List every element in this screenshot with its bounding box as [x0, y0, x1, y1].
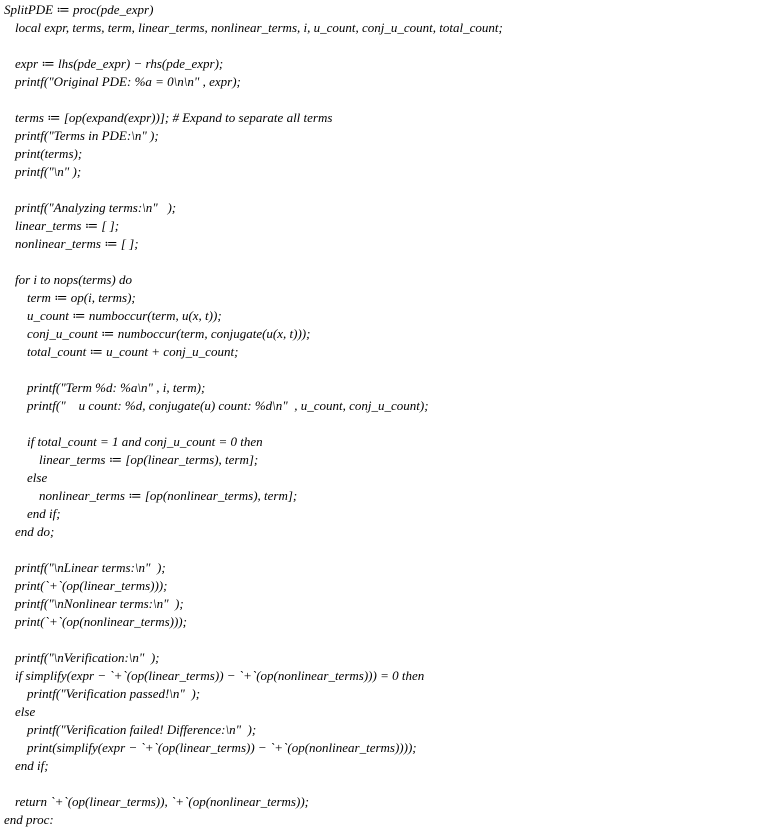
- code-line-end-proc: end proc:: [4, 812, 54, 827]
- code-line: linear_terms ≔ [op(linear_terms), term];: [39, 452, 259, 467]
- code-line: total_count ≔ u_count + conj_u_count;: [27, 344, 239, 359]
- code-line-local: local expr, terms, term, linear_terms, nonlinear_terms, i, u_count, conj_u_count, total_count;: [15, 20, 503, 35]
- code-line-else: else: [15, 704, 36, 719]
- code-line: printf("Verification passed!\n" );: [27, 686, 201, 701]
- blank-line: [0, 415, 768, 433]
- code-line-if: if simplify(expr − `+`(op(linear_terms)) − `+`(op(nonlinear_terms))) = 0 then: [15, 668, 425, 683]
- maple-procedure-code: [0, 1, 768, 829]
- code-line: u_count ≔ numboccur(term, u(x, t));: [27, 308, 222, 323]
- blank-line: [0, 181, 768, 199]
- code-line: printf("Analyzing terms:\n" );: [15, 200, 177, 215]
- code-line-end-if: end if;: [15, 758, 49, 773]
- code-line: linear_terms ≔ [ ];: [15, 218, 120, 233]
- code-line: printf("\n" );: [15, 164, 82, 179]
- code-line: conj_u_count ≔ numboccur(term, conjugate(u(x, t)));: [27, 326, 311, 341]
- blank-line: [0, 91, 768, 109]
- code-line-if: if total_count = 1 and conj_u_count = 0 then: [27, 434, 263, 449]
- code-line: printf("Original PDE: %a = 0\n\n" , expr);: [15, 74, 241, 89]
- code-line-else: else: [27, 470, 48, 485]
- code-line: printf("\nVerification:\n" );: [15, 650, 160, 665]
- code-line: print(`+`(op(nonlinear_terms)));: [15, 614, 187, 629]
- code-line: printf("\nNonlinear terms:\n" );: [15, 596, 184, 611]
- blank-line: [0, 541, 768, 559]
- code-line: print(simplify(expr − `+`(op(linear_terms)) − `+`(op(nonlinear_terms))));: [27, 740, 417, 755]
- code-line: print(terms);: [15, 146, 83, 161]
- code-line-for: for i to nops(terms) do: [15, 272, 132, 287]
- blank-line: [0, 361, 768, 379]
- code-line: printf("Terms in PDE:\n" );: [15, 128, 159, 143]
- blank-line: [0, 775, 768, 793]
- code-line: nonlinear_terms ≔ [op(nonlinear_terms), term];: [39, 488, 298, 503]
- code-line: printf("Term %d: %a\n" , i, term);: [27, 380, 206, 395]
- blank-line: [0, 253, 768, 271]
- code-line-end-do: end do;: [15, 524, 55, 539]
- code-line: printf("\nLinear terms:\n" );: [15, 560, 166, 575]
- code-line: nonlinear_terms ≔ [ ];: [15, 236, 139, 251]
- blank-line: [0, 37, 768, 55]
- code-line: term ≔ op(i, terms);: [27, 290, 136, 305]
- code-line: printf("Verification failed! Difference:\n" );: [27, 722, 257, 737]
- code-line: printf(" u count: %d, conjugate(u) count: %d\n" , u_count, conj_u_count);: [27, 398, 429, 413]
- code-line: print(`+`(op(linear_terms)));: [15, 578, 168, 593]
- code-line-return: return `+`(op(linear_terms)), `+`(op(nonlinear_terms));: [15, 794, 309, 809]
- code-line-end-if: end if;: [27, 506, 61, 521]
- blank-line: [0, 631, 768, 649]
- code-line-header: SplitPDE ≔ proc(pde_expr): [4, 2, 154, 17]
- code-line: terms ≔ [op(expand(expr))]; # Expand to separate all terms: [15, 110, 333, 125]
- code-line: expr ≔ lhs(pde_expr) − rhs(pde_expr);: [15, 56, 224, 71]
